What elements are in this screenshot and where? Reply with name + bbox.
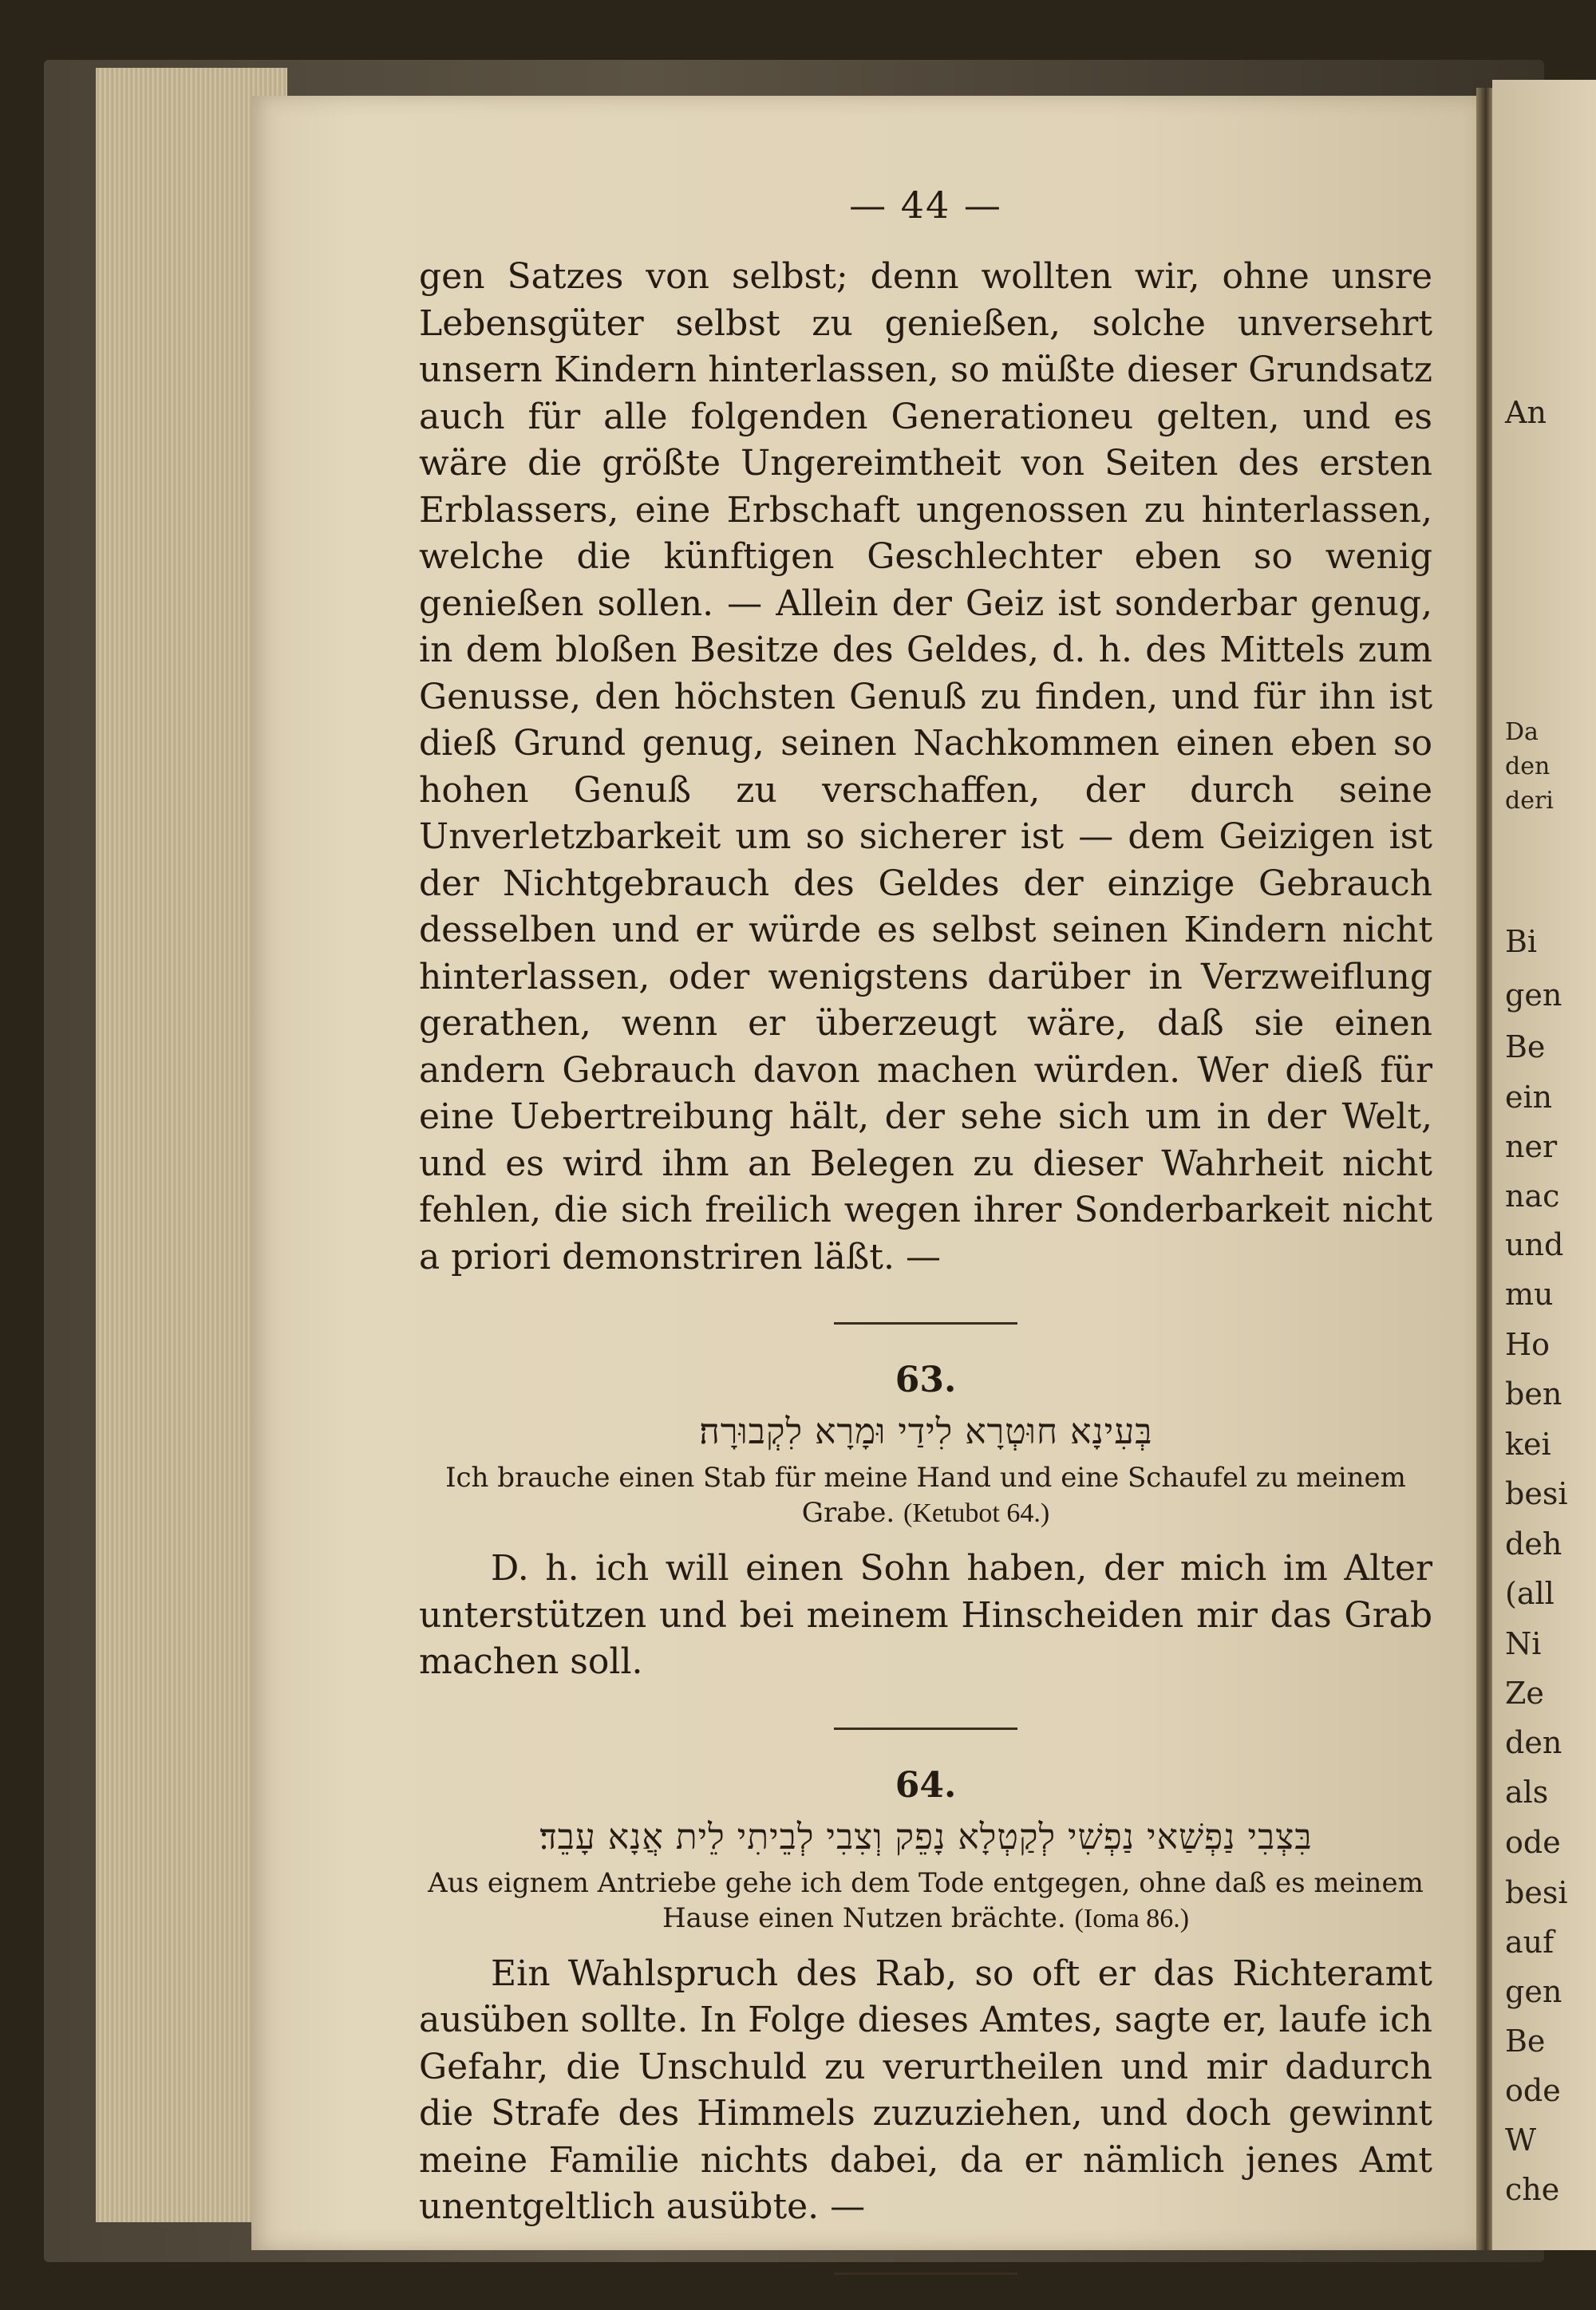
commentary: D. h. ich will einen Sohn haben, der mich im Alter unterstützen und bei meinem Hinscheiden mir das Grab machen soll. <box>419 1548 1432 1682</box>
facing-page-fragment: ode <box>1505 1825 1561 1860</box>
facing-page-fragment: Ho <box>1505 1327 1551 1362</box>
facing-page-fragment: Ze <box>1505 1676 1544 1711</box>
facing-page-fragment: kei <box>1505 1427 1551 1462</box>
proverb-section-64 <box>419 1765 1432 2231</box>
facing-page-fragment: Bi <box>1505 924 1538 959</box>
commentary: Ein Wahlspruch des Rab, so oft er das Richteramt ausüben sollte. In Folge dieses Amtes, sagte er, laufe ich Gefahr, die Unschuld zu verurtheilen und mir dadurch die Strafe des Himmels zuzuziehen, und doch gewinnt meine Familie nichts dabei, da er nämlich jenes Amt unentgeltlich ausübte. — <box>419 1953 1432 2227</box>
facing-page-fragment: deh <box>1505 1526 1562 1562</box>
section-number: 64. <box>895 1764 957 1806</box>
page-number: — 44 — <box>849 184 1002 227</box>
facing-page-fragment: besi <box>1505 1875 1568 1910</box>
facing-page-fragment: che <box>1505 2172 1560 2207</box>
source-reference: (Ioma 86.) <box>1074 1903 1190 1933</box>
translation-text: Aus eignem Antriebe gehe ich dem Tode entgegen, ohne daß es meinem Hause einen Nutzen brächte. <box>428 1866 1424 1934</box>
hebrew-quote: בְּעִינָא חוּטְרָא לִידַי וּמָרָא לִקְבוּרָה׃ <box>698 1412 1153 1452</box>
facing-page-fragment: besi <box>1505 1476 1568 1511</box>
facing-page-fragment: deri <box>1505 787 1554 815</box>
facing-page-fragment: nac <box>1505 1179 1560 1214</box>
facing-page-fragment: gen <box>1505 977 1562 1013</box>
section-divider <box>834 2272 1017 2275</box>
facing-page-fragment: ben <box>1505 1376 1562 1412</box>
facing-page-edge <box>1492 80 1596 2250</box>
facing-page-fragment: Be <box>1505 2024 1546 2059</box>
facing-page-fragment: An <box>1505 395 1547 430</box>
facing-page-fragment: Da <box>1505 718 1539 746</box>
translation <box>419 1460 1432 1531</box>
facing-page-fragment: Be <box>1505 1029 1546 1064</box>
facing-page-fragment: den <box>1505 752 1551 780</box>
opening-paragraph: gen Satzes von selbst; denn wollten wir, ohne unsre Lebensgüter selbst zu genießen, solche unversehrt unsern Kindern hinterlassen, so müßte dieser Grundsatz auch für alle folgenden Generationeu gelten, und es wäre die größte Ungereimtheit von Seiten des ersten Erblassers, eine Erbschaft ungenossen zu hinterlassen, welche die künftigen Geschlechter eben so wenig genießen sollen. — Allein der Geiz ist sonderbar genug, in dem bloßen Besitze des Geldes, d. h. des Mittels zum Genusse, den höchsten Genuß zu finden, und für ihn ist dieß Grund genug, seinen Nachkommen einen eben so hohen Genuß zu verschaffen, der durch seine Unverletzbarkeit um so sicherer ist — dem Geizigen ist der Nichtgebrauch des Geldes der einzige Gebrauch desselben und er würde es selbst seinen Kindern nicht hinterlassen, oder wenigstens darüber in Verzweiflung gerathen, wenn er überzeugt wäre, daß sie einen andern Gebrauch davon machen würden. Wer dieß für eine Uebertreibung hält, der sehe sich um in der Welt, und es wird ihm an Belegen zu dieser Wahrheit nicht fehlen, die sich freilich wegen ihrer Sonderbarkeit nicht a priori demonstriren läßt. — <box>419 256 1432 1277</box>
facing-page-fragment: den <box>1505 1725 1562 1760</box>
facing-page-fragment: gen <box>1505 1974 1562 2009</box>
section-divider <box>834 1322 1017 1325</box>
facing-page-fragment: (all <box>1505 1576 1555 1611</box>
facing-page-fragment: auf <box>1505 1925 1555 1960</box>
facing-page-fragment: Ni <box>1505 1626 1542 1661</box>
facing-page-fragment: ode <box>1505 2073 1561 2108</box>
facing-page-fragment: ein <box>1505 1080 1553 1115</box>
hebrew-quote: בִּצְבִי נַפְשַׁאי נַפְשִׁי לְקַטְלָא נָפֵק וְצִבִי לְבֵיתִי לֵית אֲנָא עָבֵד׃ <box>539 1816 1313 1858</box>
section-number: 63. <box>895 1360 957 1400</box>
facing-page-fragment: ner <box>1505 1129 1558 1164</box>
proverb-section-63 <box>419 1360 1432 1686</box>
facing-page-fragment: mu <box>1505 1277 1554 1312</box>
source-reference: (Ketubot 64.) <box>903 1499 1050 1528</box>
book-gutter <box>1476 88 1492 2250</box>
section-divider <box>834 1728 1017 1730</box>
facing-page-fragment: W <box>1505 2122 1537 2158</box>
facing-page-fragment: als <box>1505 1775 1549 1810</box>
facing-page-fragment: und <box>1505 1227 1564 1262</box>
page-content <box>419 184 1432 2310</box>
translation <box>419 1866 1432 1937</box>
translation-text: Ich brauche einen Stab für meine Hand und eine Schaufel zu meinem Grabe. <box>445 1462 1406 1529</box>
